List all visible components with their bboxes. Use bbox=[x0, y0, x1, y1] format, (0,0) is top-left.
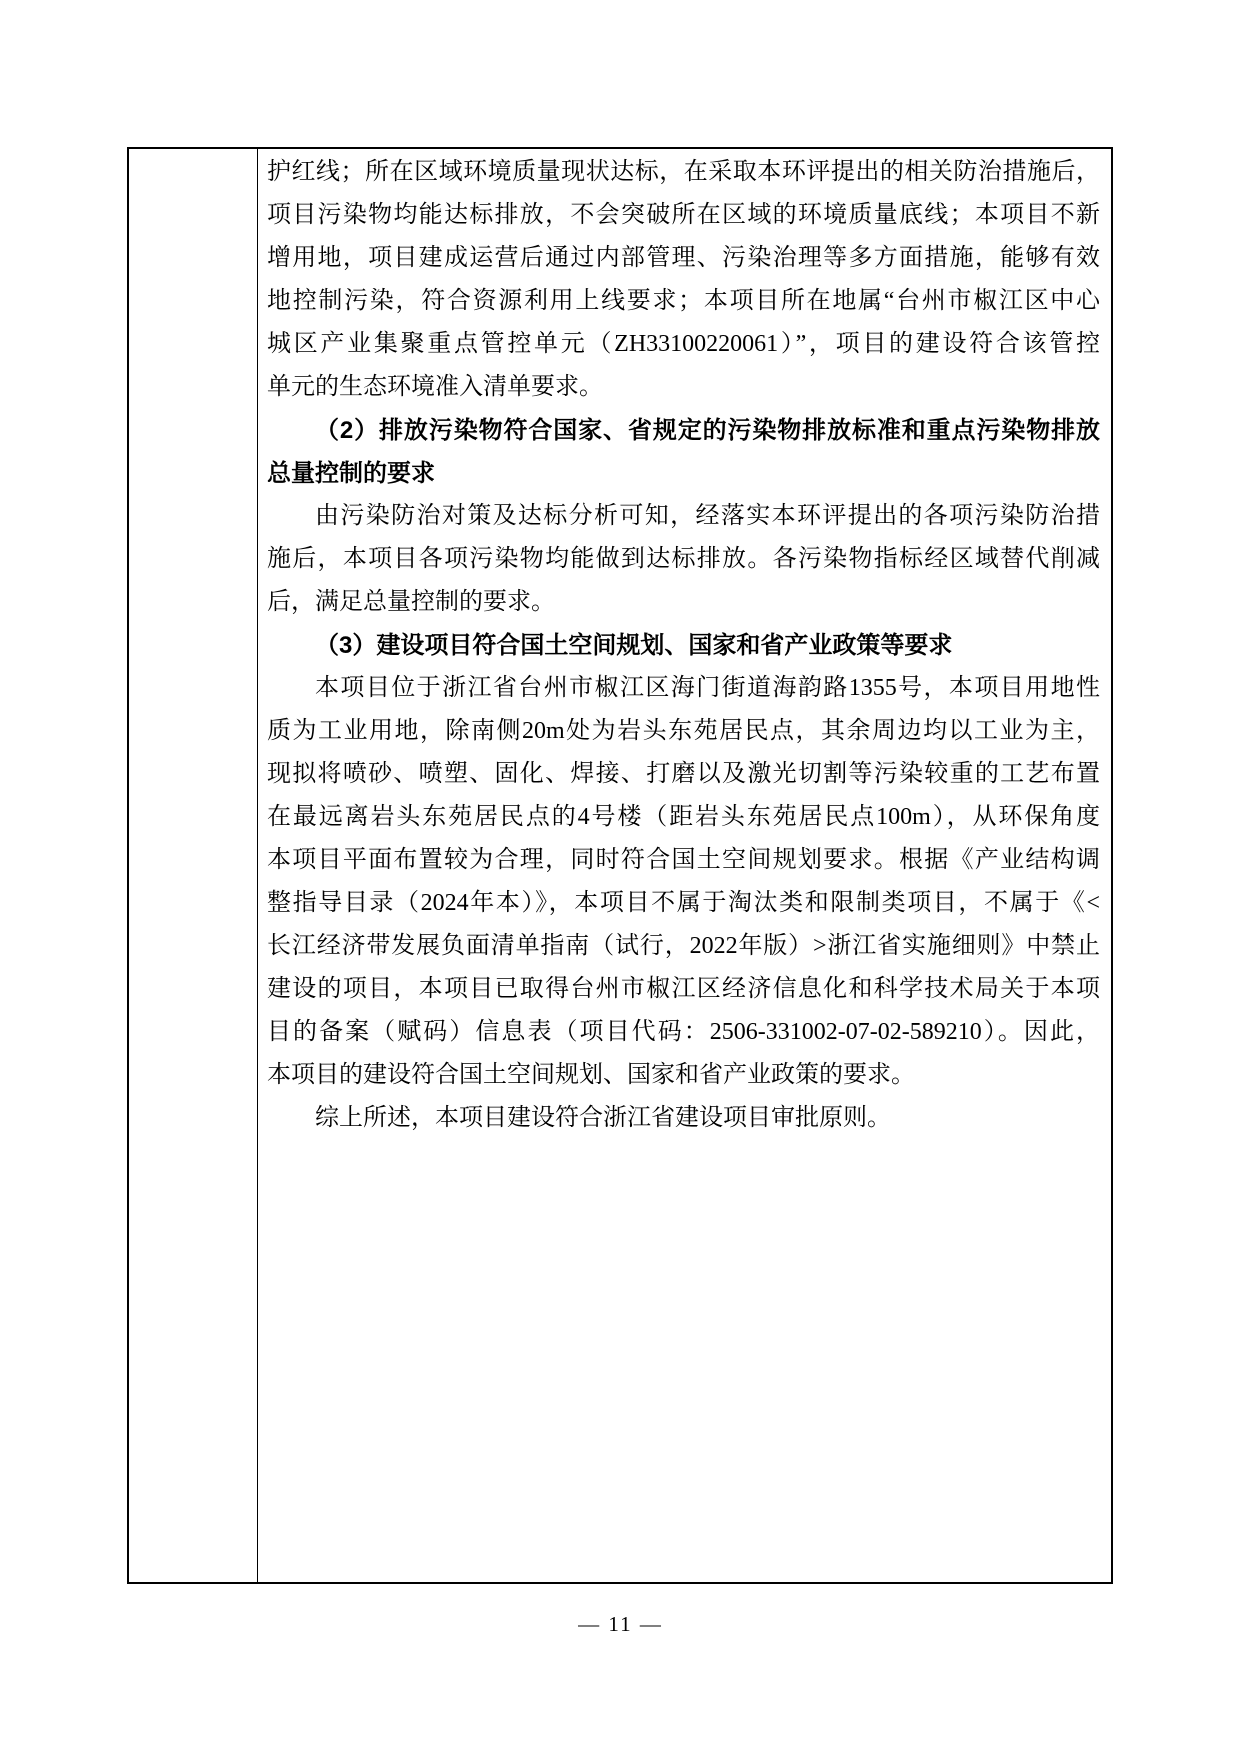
text-line: 由污染防治对策及达标分析可知，经落实本环评提出的各项污染防治措 bbox=[315, 503, 1100, 529]
heading-line: （3）建设项目符合国土空间规划、国家和省产业政策等要求 bbox=[315, 632, 953, 659]
text-line: 护红线；所在区域环境质量现状达标，在采取本环评提出的相关防治措施后， bbox=[267, 159, 1100, 185]
text-line: 长江经济带发展负面清单指南（试行，2022年版）>浙江省实施细则》中禁止 bbox=[267, 933, 1100, 959]
text-line: 建设的项目，本项目已取得台州市椒江区经济信息化和科学技术局关于本项 bbox=[267, 976, 1100, 1002]
text-line: 综上所述，本项目建设符合浙江省建设项目审批原则。 bbox=[315, 1105, 891, 1131]
table-stub-cell bbox=[129, 149, 258, 1582]
heading-line: （2）排放污染物符合国家、省规定的污染物排放标准和重点污染物排放 bbox=[315, 417, 1100, 444]
text-line: 项目污染物均能达标排放，不会突破所在区域的环境质量底线；本项目不新 bbox=[267, 202, 1100, 228]
text-line: 质为工业用地，除南侧20m处为岩头东苑居民点，其余周边均以工业为主， bbox=[267, 718, 1100, 744]
text-line: 目的备案（赋码）信息表（项目代码：2506-331002-07-02-589210）。因此， bbox=[267, 1019, 1100, 1045]
text-line: 增用地，项目建成运营后通过内部管理、污染治理等多方面措施，能够有效 bbox=[267, 245, 1100, 271]
document-table bbox=[127, 147, 1113, 1584]
text-line: 地控制污染，符合资源利用上线要求；本项目所在地属“台州市椒江区中心 bbox=[267, 288, 1100, 314]
text-line: 后，满足总量控制的要求。 bbox=[267, 589, 555, 615]
text-line: 单元的生态环境准入清单要求。 bbox=[267, 374, 603, 400]
text-line: 在最远离岩头东苑居民点的4号楼（距岩头东苑居民点100m），从环保角度 bbox=[267, 804, 1100, 830]
text-line: 现拟将喷砂、喷塑、固化、焊接、打磨以及激光切割等污染较重的工艺布置 bbox=[267, 761, 1100, 787]
text-line: 本项目平面布置较为合理，同时符合国土空间规划要求。根据《产业结构调 bbox=[267, 847, 1100, 873]
text-line: 本项目的建设符合国土空间规划、国家和省产业政策的要求。 bbox=[267, 1062, 915, 1088]
page-number: — 11 — bbox=[578, 1612, 663, 1636]
text-line: 整指导目录（2024年本）》，本项目不属于淘汰类和限制类项目，不属于《< bbox=[267, 890, 1100, 916]
text-line: 施后，本项目各项污染物均能做到达标排放。各污染物指标经区域替代削减 bbox=[267, 546, 1100, 572]
page-footer bbox=[0, 1612, 1241, 1637]
text-line: 本项目位于浙江省台州市椒江区海门街道海韵路1355号，本项目用地性 bbox=[315, 675, 1100, 701]
text-line: 城区产业集聚重点管控单元（ZH33100220061）”，项目的建设符合该管控 bbox=[267, 331, 1100, 357]
table-text-cell bbox=[258, 149, 1111, 1582]
heading-line: 总量控制的要求 bbox=[267, 460, 435, 487]
